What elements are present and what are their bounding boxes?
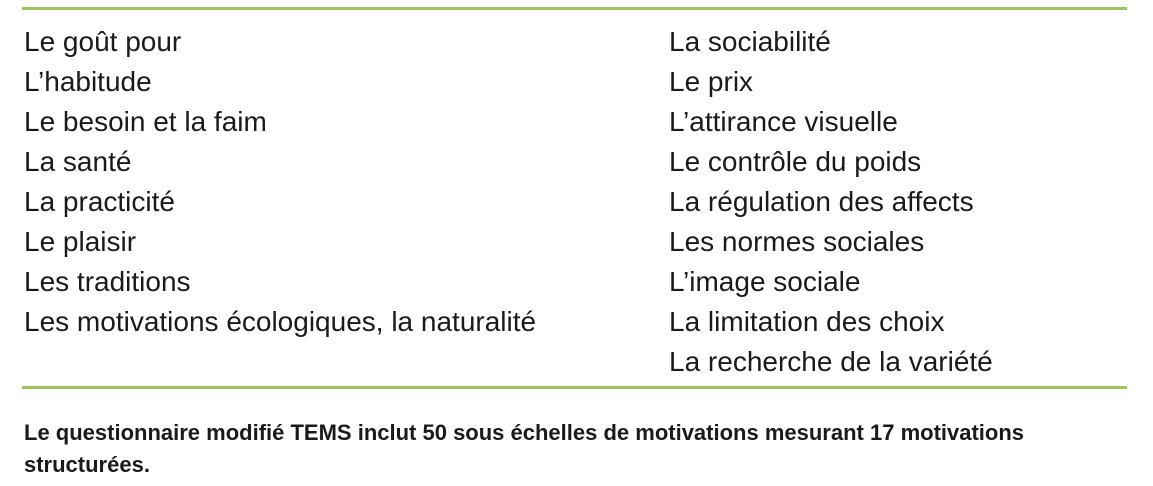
motivation-item: Le contrôle du poids <box>669 146 922 177</box>
motivation-item: La régulation des affects <box>669 186 974 217</box>
motivation-item: Le goût pour <box>24 26 182 57</box>
motivation-item: Les normes sociales <box>669 226 925 257</box>
motivation-item: L’attirance visuelle <box>669 106 898 137</box>
motivation-item: Les traditions <box>24 266 191 297</box>
motivation-item: La limitation des choix <box>669 306 945 337</box>
top-divider <box>22 7 1127 10</box>
caption-text: Le questionnaire modifié TEMS inclut 50 sous échelles de motivations mesurant 17 motivations structurées. <box>24 420 1025 477</box>
motivation-item: Le prix <box>669 66 754 97</box>
motivation-item: L’habitude <box>24 66 152 97</box>
motivations-right-column <box>669 22 993 382</box>
motivation-item: La practicité <box>24 186 175 217</box>
motivation-item: Le plaisir <box>24 226 137 257</box>
motivation-item: L’image sociale <box>669 266 861 297</box>
motivations-left-column <box>24 22 536 342</box>
motivation-item: Les motivations écologiques, la naturalité <box>24 306 537 337</box>
motivation-item: La santé <box>24 146 132 177</box>
motivation-item: Le besoin et la faim <box>24 106 267 137</box>
motivation-item: La recherche de la variété <box>669 346 993 377</box>
bottom-divider <box>22 386 1127 389</box>
motivation-item: La sociabilité <box>669 26 831 57</box>
